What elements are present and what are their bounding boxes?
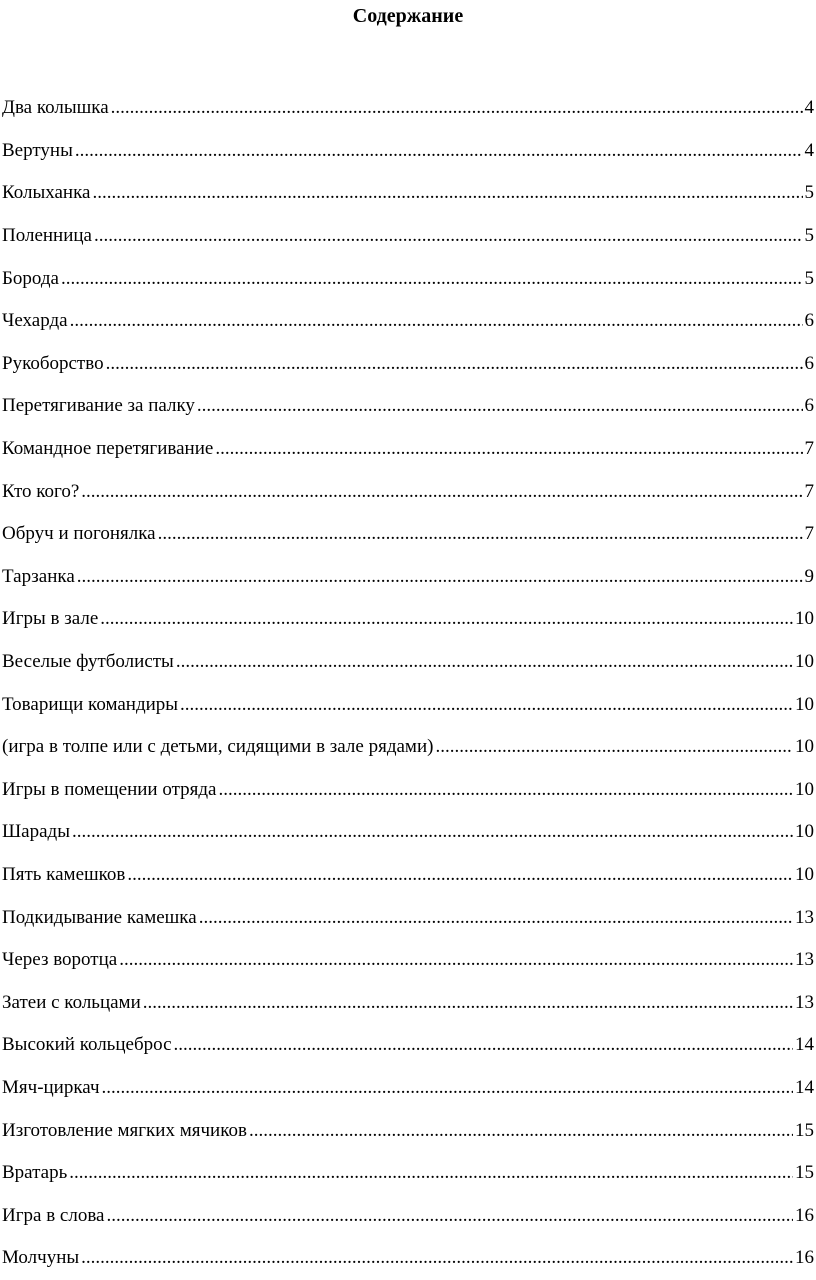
toc-entry-title: Тарзанка (2, 565, 75, 587)
toc-entry-title: Борода (2, 267, 59, 289)
toc-entry-title: Рукоборство (2, 352, 104, 374)
toc-dot-leader (435, 735, 793, 759)
toc-entry (2, 726, 814, 769)
toc-entry-page-number: 10 (795, 821, 814, 843)
toc-entry-title: Веселые футболисты (2, 651, 174, 673)
toc-entry-page-number: 4 (804, 97, 814, 119)
toc-entry (2, 598, 814, 641)
toc-entry-title: Вертуны (2, 139, 73, 161)
toc-entry (2, 428, 814, 471)
toc-entry-page-number: 5 (804, 182, 814, 204)
toc-dot-leader (81, 1246, 793, 1270)
toc-entry-title: Перетягивание за палку (2, 395, 195, 417)
toc-entry-page-number: 15 (795, 1162, 814, 1184)
toc-entry-title: Молчуны (2, 1247, 80, 1269)
toc-entry-page-number: 6 (804, 352, 814, 374)
toc-dot-leader (77, 565, 803, 589)
toc-entry (2, 981, 814, 1024)
toc-dot-leader (106, 352, 803, 376)
toc-entry (2, 87, 814, 130)
toc-dot-leader (215, 437, 802, 461)
toc-dot-leader (174, 1033, 793, 1057)
toc-entry (2, 1109, 814, 1152)
toc-entry (2, 811, 814, 854)
toc-dot-leader (100, 607, 793, 631)
toc-entry-page-number: 10 (795, 736, 814, 758)
toc-entry (2, 513, 814, 556)
toc-entry (2, 343, 814, 386)
toc-entry-title: Вратарь (2, 1162, 68, 1184)
toc-entry-title: Товарищи командиры (2, 693, 179, 715)
toc-entry (2, 1237, 814, 1280)
toc-entry (2, 896, 814, 939)
toc-entry-title: Затеи с кольцами (2, 991, 141, 1013)
toc-entry-page-number: 10 (795, 651, 814, 673)
toc-entry-title: Два колышка (2, 97, 109, 119)
toc-entry (2, 172, 814, 215)
toc-entry-page-number: 16 (795, 1204, 814, 1226)
toc-dot-leader (107, 1204, 794, 1228)
toc-dot-leader (197, 394, 803, 418)
toc-entry (2, 130, 814, 173)
toc-entry-page-number: 5 (804, 225, 814, 247)
toc-entry (2, 300, 814, 343)
toc-dot-leader (94, 224, 803, 248)
toc-entry (2, 769, 814, 812)
toc-entry (2, 641, 814, 684)
toc-entry (2, 854, 814, 897)
toc-entry-page-number: 4 (804, 139, 814, 161)
toc-entry-title: Подкидывание камешка (2, 906, 197, 928)
toc-entry-page-number: 15 (795, 1119, 814, 1141)
toc-entry-title: Обруч и погонялка (2, 523, 156, 545)
toc-entry (2, 470, 814, 513)
toc-entry-page-number: 7 (804, 480, 814, 502)
toc-entry-page-number: 13 (795, 949, 814, 971)
toc-dot-leader (119, 948, 793, 972)
toc-entry-title: Кто кого? (2, 480, 80, 502)
table-of-contents (2, 87, 814, 1280)
toc-dot-leader (218, 778, 793, 802)
toc-dot-leader (199, 906, 793, 930)
toc-entry-title: Через воротца (2, 949, 118, 971)
toc-dot-leader (143, 991, 793, 1015)
toc-entry (2, 1152, 814, 1195)
toc-dot-leader (180, 693, 793, 717)
toc-entry (2, 1194, 814, 1237)
toc-entry-page-number: 13 (795, 906, 814, 928)
toc-dot-leader (81, 480, 802, 504)
toc-dot-leader (92, 181, 802, 205)
toc-entry-page-number: 10 (795, 608, 814, 630)
toc-entry-page-number: 13 (795, 991, 814, 1013)
toc-entry-title: Шарады (2, 821, 70, 843)
toc-entry-page-number: 7 (804, 438, 814, 460)
toc-entry-title: Игры в зале (2, 608, 99, 630)
toc-entry-title: Игры в помещении отряда (2, 778, 217, 800)
toc-entry (2, 1067, 814, 1110)
toc-entry (2, 1024, 814, 1067)
toc-entry (2, 556, 814, 599)
toc-dot-leader (176, 650, 793, 674)
toc-entry-page-number: 10 (795, 693, 814, 715)
toc-entry-title: Поленница (2, 225, 92, 247)
toc-dot-leader (70, 309, 803, 333)
toc-entry-page-number: 9 (804, 565, 814, 587)
toc-dot-leader (75, 139, 803, 163)
toc-entry-title: Игра в слова (2, 1204, 105, 1226)
toc-entry-page-number: 16 (795, 1247, 814, 1269)
toc-entry-page-number: 10 (795, 863, 814, 885)
toc-entry-title: (игра в толпе или с детьми, сидящими в зале рядами) (2, 736, 434, 758)
toc-entry-page-number: 6 (804, 395, 814, 417)
toc-dot-leader (249, 1119, 793, 1143)
toc-dot-leader (72, 820, 793, 844)
toc-entry-title: Пять камешков (2, 863, 126, 885)
toc-entry-title: Высокий кольцеброс (2, 1034, 172, 1056)
toc-entry-page-number: 14 (795, 1076, 814, 1098)
toc-entry (2, 683, 814, 726)
toc-entry (2, 257, 814, 300)
toc-dot-leader (127, 863, 793, 887)
page-title: Содержание (352, 5, 464, 27)
toc-entry-title: Изготовление мягких мячиков (2, 1119, 247, 1141)
toc-dot-leader (111, 96, 803, 120)
toc-entry-page-number: 6 (804, 310, 814, 332)
toc-entry-title: Мяч-циркач (2, 1076, 100, 1098)
toc-entry (2, 215, 814, 258)
toc-entry-title: Чехарда (2, 310, 68, 332)
toc-entry-title: Колыханка (2, 182, 91, 204)
toc-entry-title: Командное перетягивание (2, 438, 214, 460)
toc-dot-leader (69, 1161, 793, 1185)
toc-entry-page-number: 10 (795, 778, 814, 800)
toc-dot-leader (158, 522, 803, 546)
toc-dot-leader (102, 1076, 793, 1100)
toc-entry-page-number: 5 (804, 267, 814, 289)
toc-entry (2, 939, 814, 982)
toc-entry-page-number: 14 (795, 1034, 814, 1056)
toc-entry-page-number: 7 (804, 523, 814, 545)
toc-entry (2, 385, 814, 428)
toc-dot-leader (61, 267, 803, 291)
